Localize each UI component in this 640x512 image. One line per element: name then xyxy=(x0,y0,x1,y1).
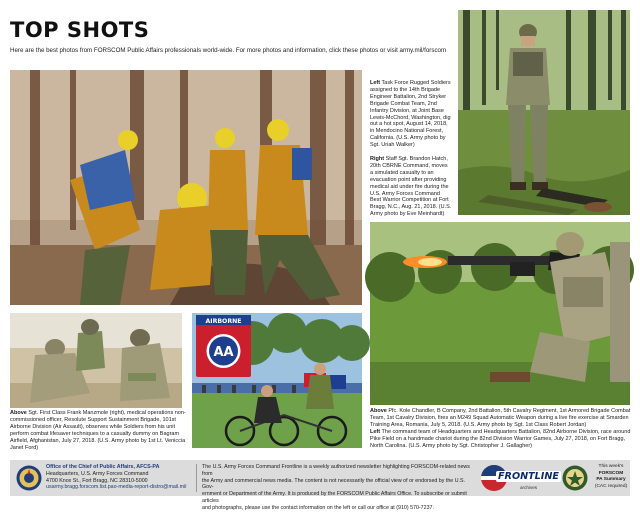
photo-82nd-chariot-race[interactable] xyxy=(192,313,362,448)
office-line: 4700 Knox St., Fort Bragg, NC 28310-5000 xyxy=(46,477,148,484)
caption-above-text: Pfc. Kole Chandler, B Company, 2nd Battalion, 5th Cavalry Regiment, 1st Armored Brigade Combat Team, 1st Cavalry Division, fires an M249 Squad Automatic Weapon during a live fire exercise at Smarden Training Area, Romania, July 5, 2018. (U.S. Army photo by Sgt. 1st Class Robert Jordan) xyxy=(370,408,631,428)
pa-summary-line: This week's xyxy=(598,464,624,469)
photo-wildfire-soldiers[interactable] xyxy=(10,70,362,305)
footer-bar xyxy=(10,460,630,511)
office-contact xyxy=(46,464,192,491)
caption-bottom-left-lead: Above xyxy=(10,410,27,416)
frontline-archives-link[interactable]: FRONTLINE xyxy=(498,471,559,482)
caption-combat-lifesaver xyxy=(10,410,188,451)
caption-right-text: Staff Sgt. Brandon Hatch, 20th CBRNE Command, moves a simulated casualty to an evacuation point after providing medical aid under fire during the U.S. Army Forces Command Best Warrior Competition at Fort Bragg, N.C., Aug. 21, 2018. (U.S. Army photo by Eve Meinhardt) xyxy=(370,155,452,218)
newsletter-line: ernment or Department of the Army. It is produced by the FORSCOM Public Affairs Office. To subscribe or submit articles xyxy=(202,491,467,504)
caption-m249-and-chariot xyxy=(370,408,632,449)
newsletter-disclaimer xyxy=(202,464,472,512)
caption-left-lead-2: Left xyxy=(370,428,381,435)
photo-m249-live-fire[interactable] xyxy=(370,222,630,405)
photo-combat-lifesaver[interactable] xyxy=(10,313,182,408)
forscom-seal-icon xyxy=(16,465,42,491)
photo-soldier-forest[interactable] xyxy=(458,10,630,215)
sign-airborne-text: AIRBORNE xyxy=(205,318,242,325)
office-email-link[interactable]: usarmy.bragg.forscom.list.pao-media-report-distro@mail.mil xyxy=(46,484,187,491)
caption-right-lead: Right xyxy=(370,155,385,162)
sign-aa-text: AA xyxy=(213,345,234,360)
caption-wildfire-and-bwc xyxy=(370,80,452,218)
pa-summary-line: FORSCOM xyxy=(598,470,624,476)
office-line: Headquarters, U.S. Army Forces Command xyxy=(46,470,149,477)
caption-left-text-2: The command team of Headquarters and Headquarters Battalion, 82nd Airborne Division, race around Pike Field on a handmade chariot during the 82nd Division Warrior Games, July 27, 2018, on Fort Bragg, North Carolina. (U.S. Army photo by Sgt. Christopher J. Gallagher) xyxy=(370,428,631,449)
office-title: Office of the Chief of Public Affairs, AFCS-PA xyxy=(46,464,160,470)
footer-divider xyxy=(196,464,197,492)
newsletter-line: the Army and commercial news media. The content is not necessarily the official view of or endorsed by the U.S. Gov- xyxy=(202,477,466,491)
caption-left-text: Task Force Rugged Soldiers assigned to the 14th Brigade Engineer Battalion, 2nd Stryker Brigade Combat Team, 2nd Infantry Division, at Joint Base Lewis-McChord, Washington, dig out a hot spot, August 14, 2018, in Mendocino National Forest, California. (U.S. Army photo by Sgt. Uriah Walker) xyxy=(370,80,451,149)
page-title: TOP SHOTS xyxy=(10,18,150,42)
newsletter-line: The U.S. Army Forces Command Frontline is a weekly authorized newsletter highlighting FORSCOM-related news from xyxy=(202,464,470,477)
frontline-sub: archives xyxy=(520,485,538,490)
caption-left-lead: Left xyxy=(370,80,381,86)
caption-bottom-left-text: Sgt. First Class Frank Manzmole (right), medical operations non-commissioned officer, Resolute Support Sustainment Brigade, 101st Airborne Division (Air Assault), observes while Soldiers from his unit perform combat lifesaver techniques to a casualty dummy on Bagram Airfield, Afghanistan, July 27, 2018. (U.S. Army photo by 1st Lt. Veniccia Janet Ford) xyxy=(10,410,186,451)
pa-summary-link[interactable] xyxy=(592,464,630,490)
pa-summary-badge-icon[interactable] xyxy=(562,465,588,491)
newsletter-line: and photographs, please use the contact information on the left or call our office at (910) 570-7237. xyxy=(202,504,434,511)
pa-summary-line: PA Summary xyxy=(596,477,626,483)
caption-above-lead: Above xyxy=(370,408,387,414)
pa-summary-line: (CAC required) xyxy=(594,483,628,489)
intro-text: Here are the best photos from FORSCOM Public Affairs professionals world-wide. For more photos and information, click these photos or visit army.mil/forscom xyxy=(10,47,447,54)
